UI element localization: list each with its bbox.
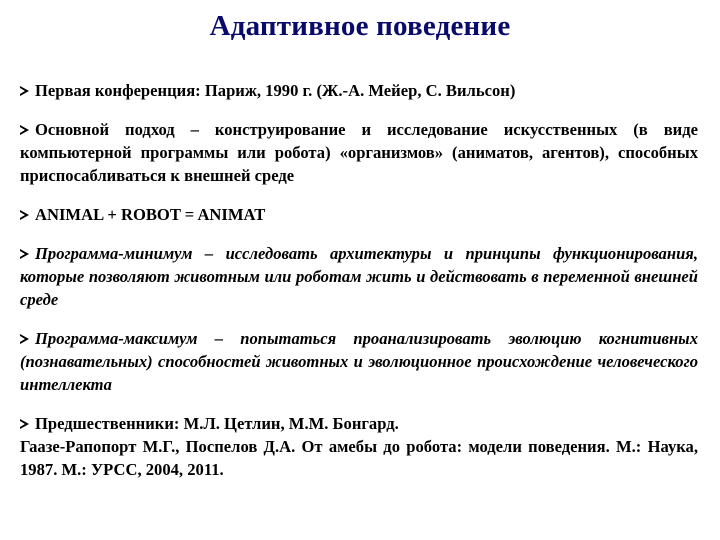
bullet-item-program-minimum: [20, 242, 698, 311]
bullet-text: ANIMAL + ROBOT = ANIMAT: [35, 205, 266, 224]
slide-title: Адаптивное поведение: [209, 10, 511, 42]
reference-text: Гаазе-Рапопорт М.Г., Поспелов Д.А. От амебы до робота: модели поведения. М.: Наука, 1987. М.: УРСС, 2004, 2011.: [20, 437, 698, 479]
arrow-bullet-icon: [20, 334, 29, 344]
bullet-item-conference: [20, 79, 698, 102]
arrow-bullet-icon: [20, 249, 29, 259]
arrow-bullet-icon: [20, 419, 29, 429]
arrow-bullet-icon: [20, 210, 29, 220]
bullet-item-approach: [20, 118, 698, 187]
bullet-item-predecessors: [20, 412, 698, 481]
arrow-bullet-icon: [20, 125, 29, 135]
bullet-text: Программа-минимум – исследовать архитектуры и принципы функционирования, которые позволяют животным или роботам жить и действовать в переменной внешней среде: [20, 244, 698, 309]
bullet-item-formula: [20, 203, 698, 226]
bullet-text-line1: Предшественники: М.Л. Цетлин, М.М. Бонгард.: [35, 414, 399, 433]
bullet-text: Программа-максимум – попытаться проанализировать эволюцию когнитивных (познавательных) способностей животных и эволюционное происхождение человеческого интеллекта: [20, 329, 698, 394]
arrow-bullet-icon: [20, 86, 29, 96]
bullet-item-program-maximum: [20, 327, 698, 396]
bullet-text: Основной подход – конструирование и исследование искусственных (в виде компьютерной программы или робота) «организмов» (аниматов, агентов), способных приспосабливаться к внешней среде: [20, 120, 698, 185]
bullet-list: [20, 79, 698, 481]
bullet-text: Первая конференция: Париж, 1990 г. (Ж.-А. Мейер, С. Вильсон): [35, 81, 516, 100]
